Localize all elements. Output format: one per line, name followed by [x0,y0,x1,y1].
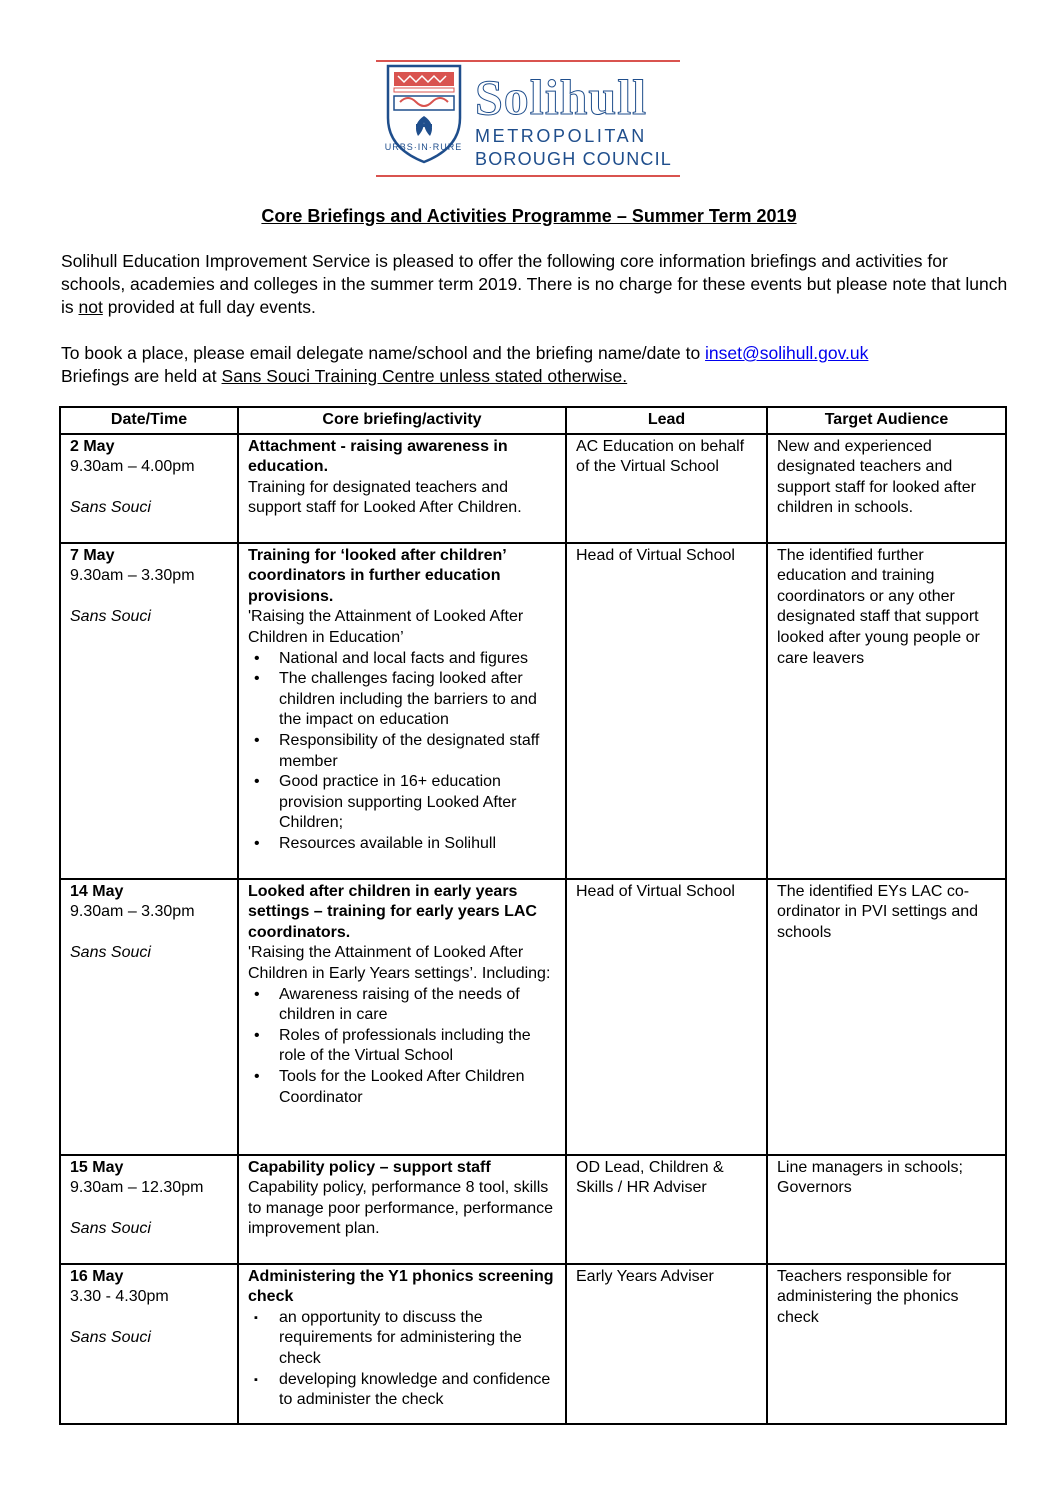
table-row [60,1155,1006,1264]
briefing-title: Attachment - raising awareness in education. [248,437,508,476]
cell-date-time [60,879,238,1155]
list-item: • The challenges facing looked after children including the barriers to and the impact on education [279,669,556,731]
list-item: • Resources available in Solihull [279,834,556,855]
cell-audience [767,543,1006,879]
briefing-title: Administering the Y1 phonics screening check [248,1267,554,1306]
list-item: • Responsibility of the designated staff member [279,731,556,772]
intro-p2-venue-label: Briefings are held at [61,366,222,386]
cell-briefing [238,1264,566,1424]
logo-name: Solihull [475,69,647,125]
briefing-title: Capability policy – support staff [248,1158,491,1176]
intro-p2-start: To book a place, please email delegate name/school and the briefing name/date to [61,343,706,363]
list-item: ▪ developing knowledge and confidence to administer the check [279,1370,556,1411]
event-date: 14 May [70,882,124,900]
programme-table [59,406,1007,1425]
header-core-briefing: Core briefing/activity [238,407,566,434]
page-title: Core Briefings and Activities Programme – Summer Term 2019 [261,206,797,226]
cell-briefing [238,543,566,879]
intro-paragraph-2 [61,342,1011,388]
event-date: 16 May [70,1267,124,1285]
event-venue: Sans Souci [70,1328,151,1346]
header-date-time: Date/Time [60,407,238,434]
list-item: • Good practice in 16+ education provision supporting Looked After Children; [279,772,556,834]
cell-lead [566,1155,767,1264]
header-lead: Lead [566,407,767,434]
list-item: • Awareness raising of the needs of children in care [279,985,556,1026]
intro-paragraph-1 [61,250,1011,319]
cell-audience [767,879,1006,1155]
briefing-bullet-list [248,1308,556,1411]
intro-p1-underlined: not [78,297,103,317]
briefing-description: Capability policy, performance 8 tool, skills to manage poor performance, performance improvement plan. [248,1179,554,1238]
cell-date-time [60,543,238,879]
cell-audience [767,1155,1006,1264]
cell-briefing [238,434,566,543]
lead-text: AC Education on behalf of the Virtual School [576,437,745,476]
cell-audience [767,434,1006,543]
event-venue: Sans Souci [70,607,151,625]
event-date: 15 May [70,1158,124,1176]
cell-lead [566,879,767,1155]
table-row [60,543,1006,879]
audience-text: New and experienced designated teachers and support staff for looked after children in schools. [777,437,976,517]
table-row [60,434,1006,543]
header-target-audience: Target Audience [767,407,1006,434]
event-venue: Sans Souci [70,943,151,961]
briefing-bullet-list [248,649,556,855]
briefing-description: 'Raising the Attainment of Looked After Children in Early Years settings’. Including: [248,944,551,982]
audience-text: The identified further education and training coordinators or any other designated staff that support looked after young people or care leavers [777,546,980,667]
cell-date-time [60,1155,238,1264]
briefing-title: Training for ‘looked after children’ coordinators in further education provisions. [248,546,506,605]
booking-email-link[interactable]: inset@solihull.gov.uk [705,343,869,363]
briefing-description: Training for designated teachers and support staff for Looked After Children. [248,478,522,517]
lead-text: Early Years Adviser [576,1267,714,1285]
cell-date-time [60,1264,238,1424]
event-time: 9.30am – 3.30pm [70,903,195,921]
list-item: • Roles of professionals including the role of the Virtual School [279,1026,556,1067]
briefing-bullet-list [248,985,556,1109]
logo-line-metropolitan: METROPOLITAN [475,126,647,146]
lead-text: Head of Virtual School [576,546,735,564]
intro-p1-start: Solihull Education Improvement Service is pleased to offer the following core information briefings and activities for schools, academies and colleges in the summer term 2019. There is no charge for these events but please note that lunch is [61,251,1008,317]
cell-date-time [60,434,238,543]
coat-of-arms-icon [376,62,476,175]
intro-p2-venue: Sans Souci Training Centre unless stated otherwise. [221,366,628,386]
council-logo [376,60,680,177]
cell-lead [566,434,767,543]
cell-briefing [238,879,566,1155]
event-time: 9.30am – 4.00pm [70,458,195,476]
event-time: 9.30am – 12.30pm [70,1179,204,1197]
table-header-row [60,407,1006,434]
event-time: 3.30 - 4.30pm [70,1288,169,1306]
briefing-title: Looked after children in early years settings – training for early years LAC coordinators. [248,882,537,941]
audience-text: Teachers responsible for administering the phonics check [777,1267,959,1326]
table-row [60,879,1006,1155]
lead-text: OD Lead, Children & Skills / HR Adviser [576,1158,724,1197]
list-item: • Tools for the Looked After Children Coordinator [279,1067,556,1108]
cell-audience [767,1264,1006,1424]
list-item: ▪ an opportunity to discuss the requirements for administering the check [279,1308,556,1370]
event-date: 2 May [70,437,115,455]
briefing-description: 'Raising the Attainment of Looked After Children in Education’ [248,608,524,646]
lead-text: Head of Virtual School [576,882,735,900]
event-venue: Sans Souci [70,498,151,516]
audience-text: Line managers in schools; Governors [777,1158,963,1197]
cell-lead [566,543,767,879]
event-venue: Sans Souci [70,1219,151,1237]
intro-text [61,250,1011,411]
logo-line-borough-council: BOROUGH COUNCIL [475,149,673,169]
event-date: 7 May [70,546,115,564]
logo-motto: URBS·IN·RURE [384,142,463,152]
list-item: • National and local facts and figures [279,649,556,670]
event-time: 9.30am – 3.30pm [70,567,195,585]
cell-briefing [238,1155,566,1264]
table-row [60,1264,1006,1424]
audience-text: The identified EYs LAC co-ordinator in PVI settings and schools [777,882,979,941]
cell-lead [566,1264,767,1424]
intro-p1-end: provided at full day events. [102,297,316,317]
